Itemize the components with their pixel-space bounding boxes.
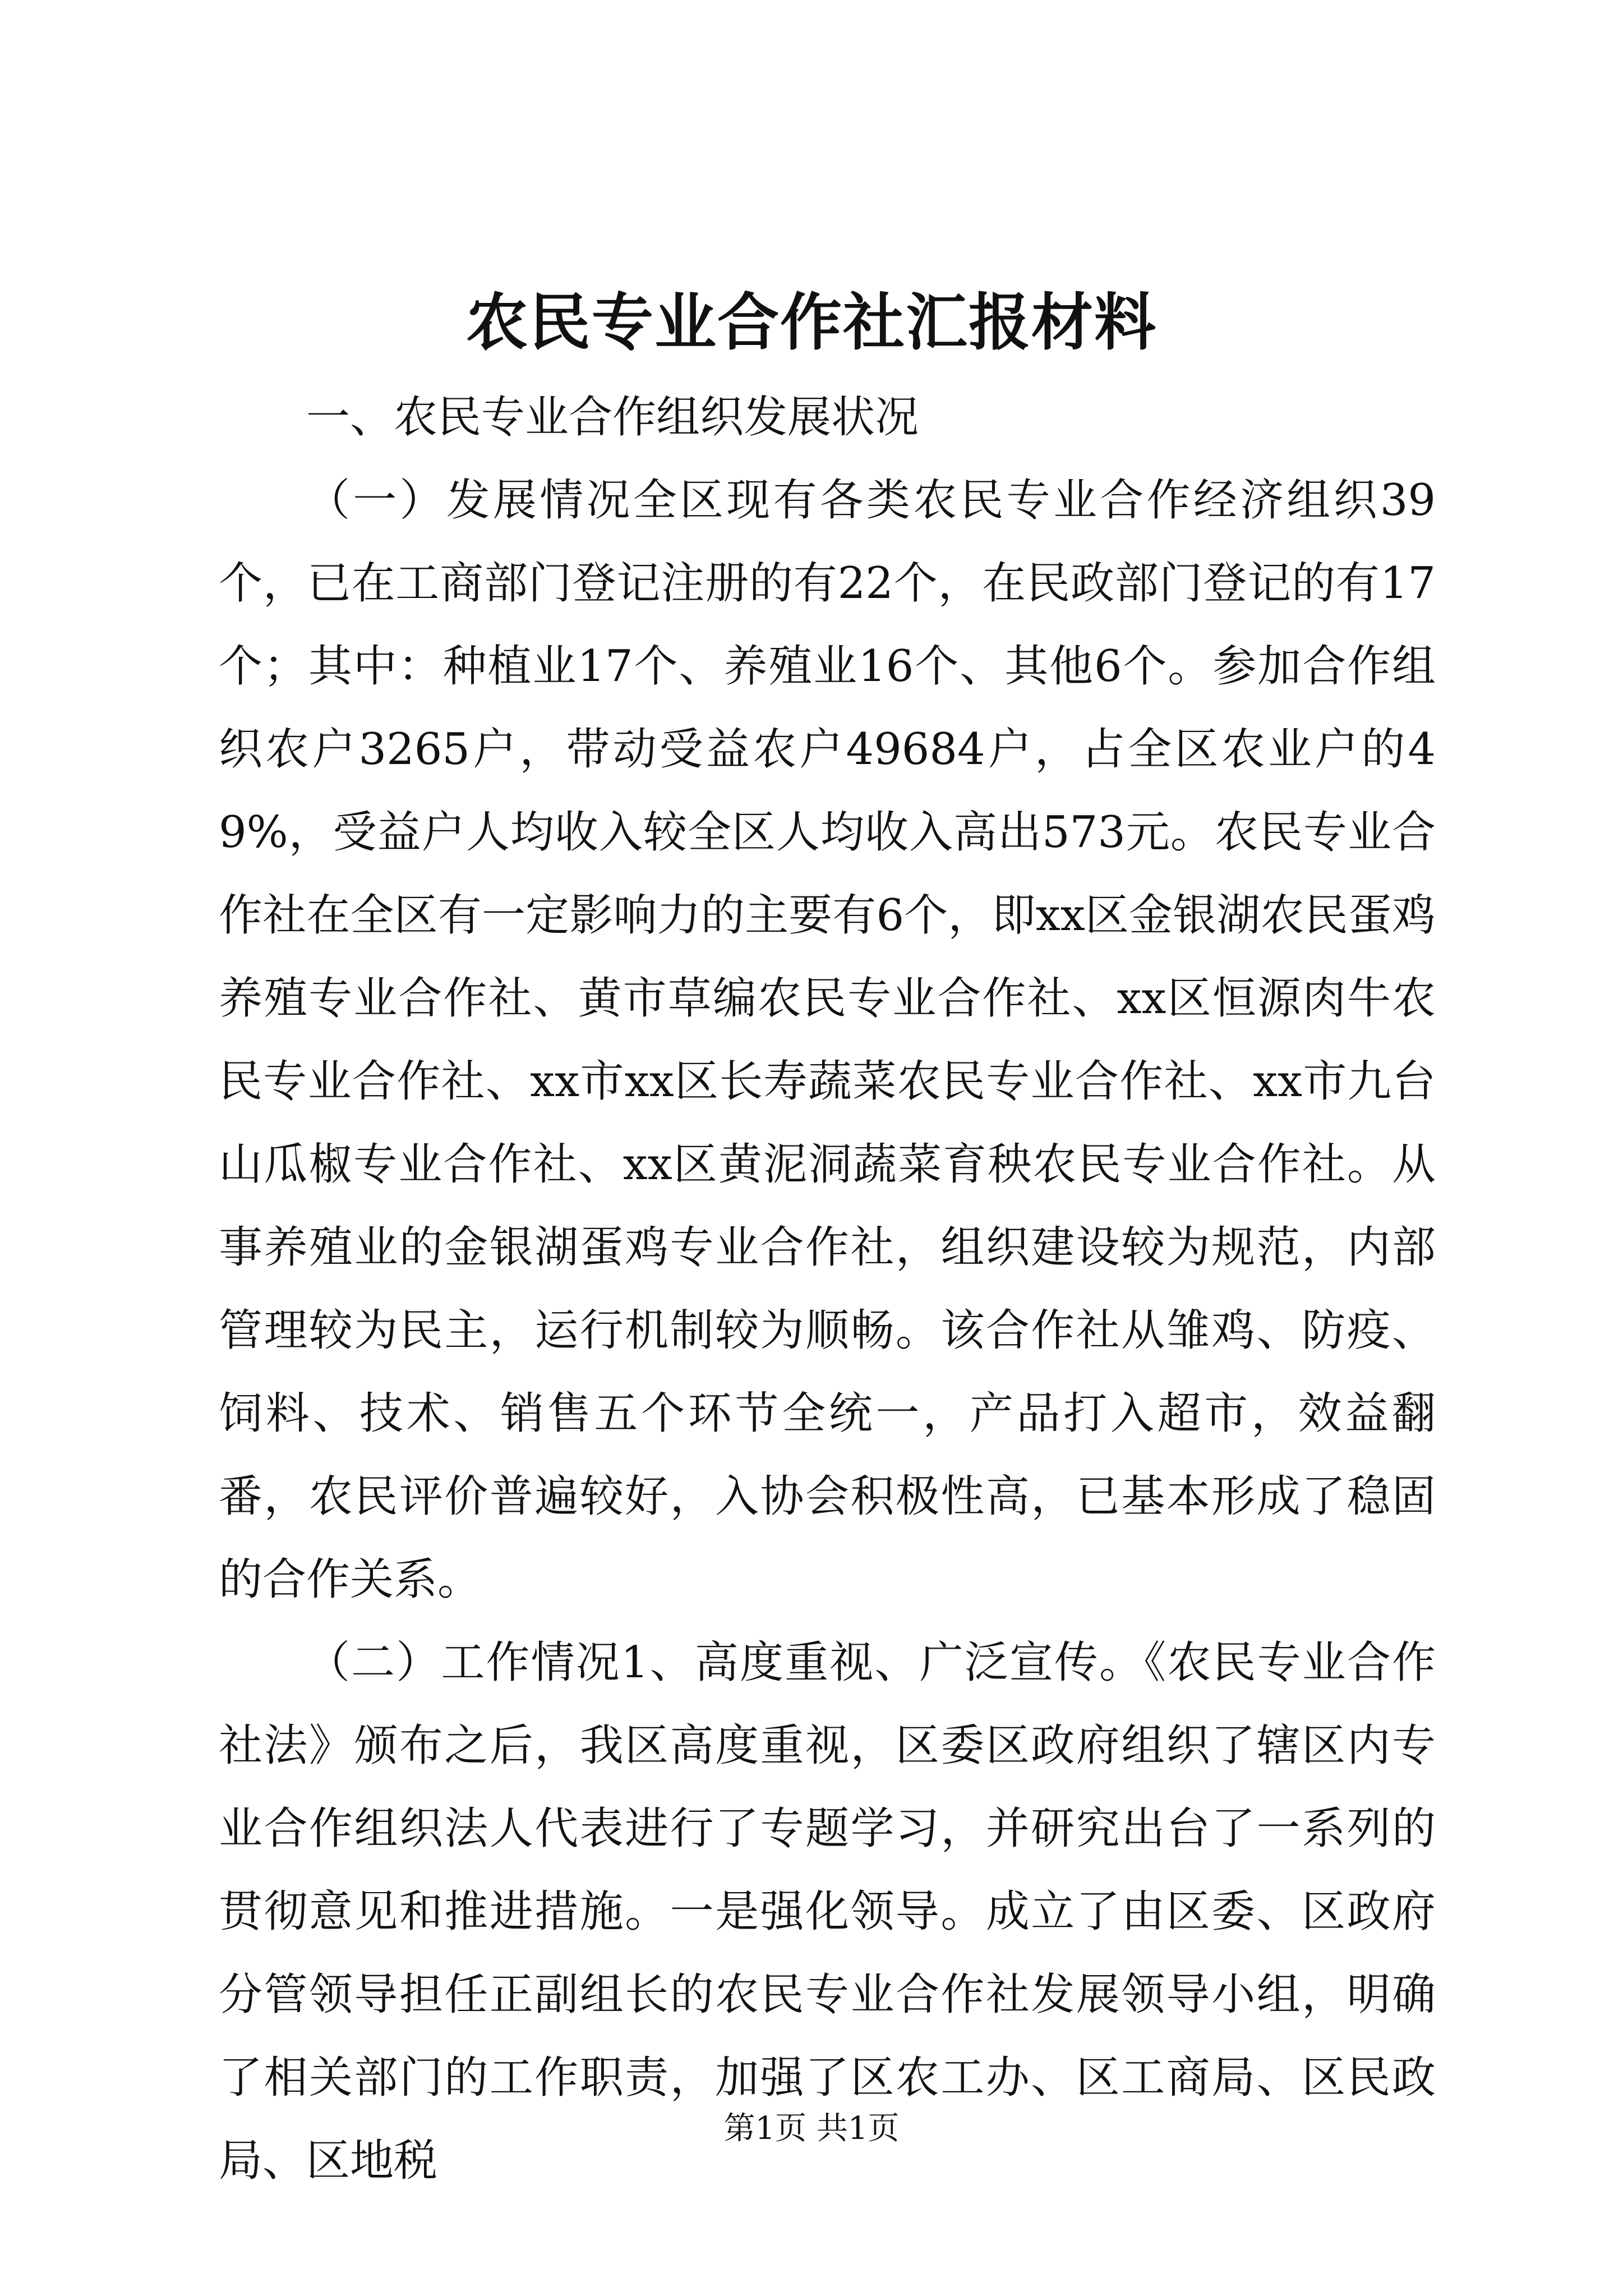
paragraph-work: （二）工作情况1、高度重视、广泛宣传。《农民专业合作社法》颁布之后，我区高度重视，区委区政府组织了辖区内专业合作组织法人代表进行了专题学习，并研究出台了一系列的贯彻意见和推进措施。一是强化领导。成立了由区委、区政府分管领导担任正副组长的农民专业合作社发展领导小组，明确了相关部门的工作职责，加强了区农工办、区工商局、区民政局、区地税 bbox=[219, 1637, 1436, 2186]
paragraph-development: （一）发展情况全区现有各类农民专业合作经济组织39个，已在工商部门登记注册的有22个，在民政部门登记的有17个；其中：种植业17个、养殖业16个、其他6个。参加合作组织农户3265户，带动受益农户49684户，占全区农业户的49%，受益户人均收入较全区人均收入高出573元。农民专业合作社在全区有一定影响力的主要有6个，即xx区金银湖农民蛋鸡养殖专业合作社、黄市草编农民专业合作社、xx区恒源肉牛农民专业合作社、xx市xx区长寿蔬菜农民专业合作社、xx市九台山瓜椒专业合作社、xx区黄泥洞蔬菜育秧农民专业合作社。从事养殖业的金银湖蛋鸡专业合作社，组织建设较为规范，内部管理较为民主，运行机制较为顺畅。该合作社从雏鸡、防疫、饲料、技术、销售五个环节全统一，产品打入超市，效益翻番，农民评价普遍较好，入协会积极性高，已基本形成了稳固的合作关系。 bbox=[219, 475, 1436, 1605]
section-heading: 一、农民专业合作组织发展状况 bbox=[306, 392, 919, 443]
page-footer: 第1页 共1页 bbox=[723, 2110, 900, 2147]
document-title: 农民专业合作社汇报材料 bbox=[466, 286, 1157, 358]
document-body bbox=[219, 376, 1436, 2202]
